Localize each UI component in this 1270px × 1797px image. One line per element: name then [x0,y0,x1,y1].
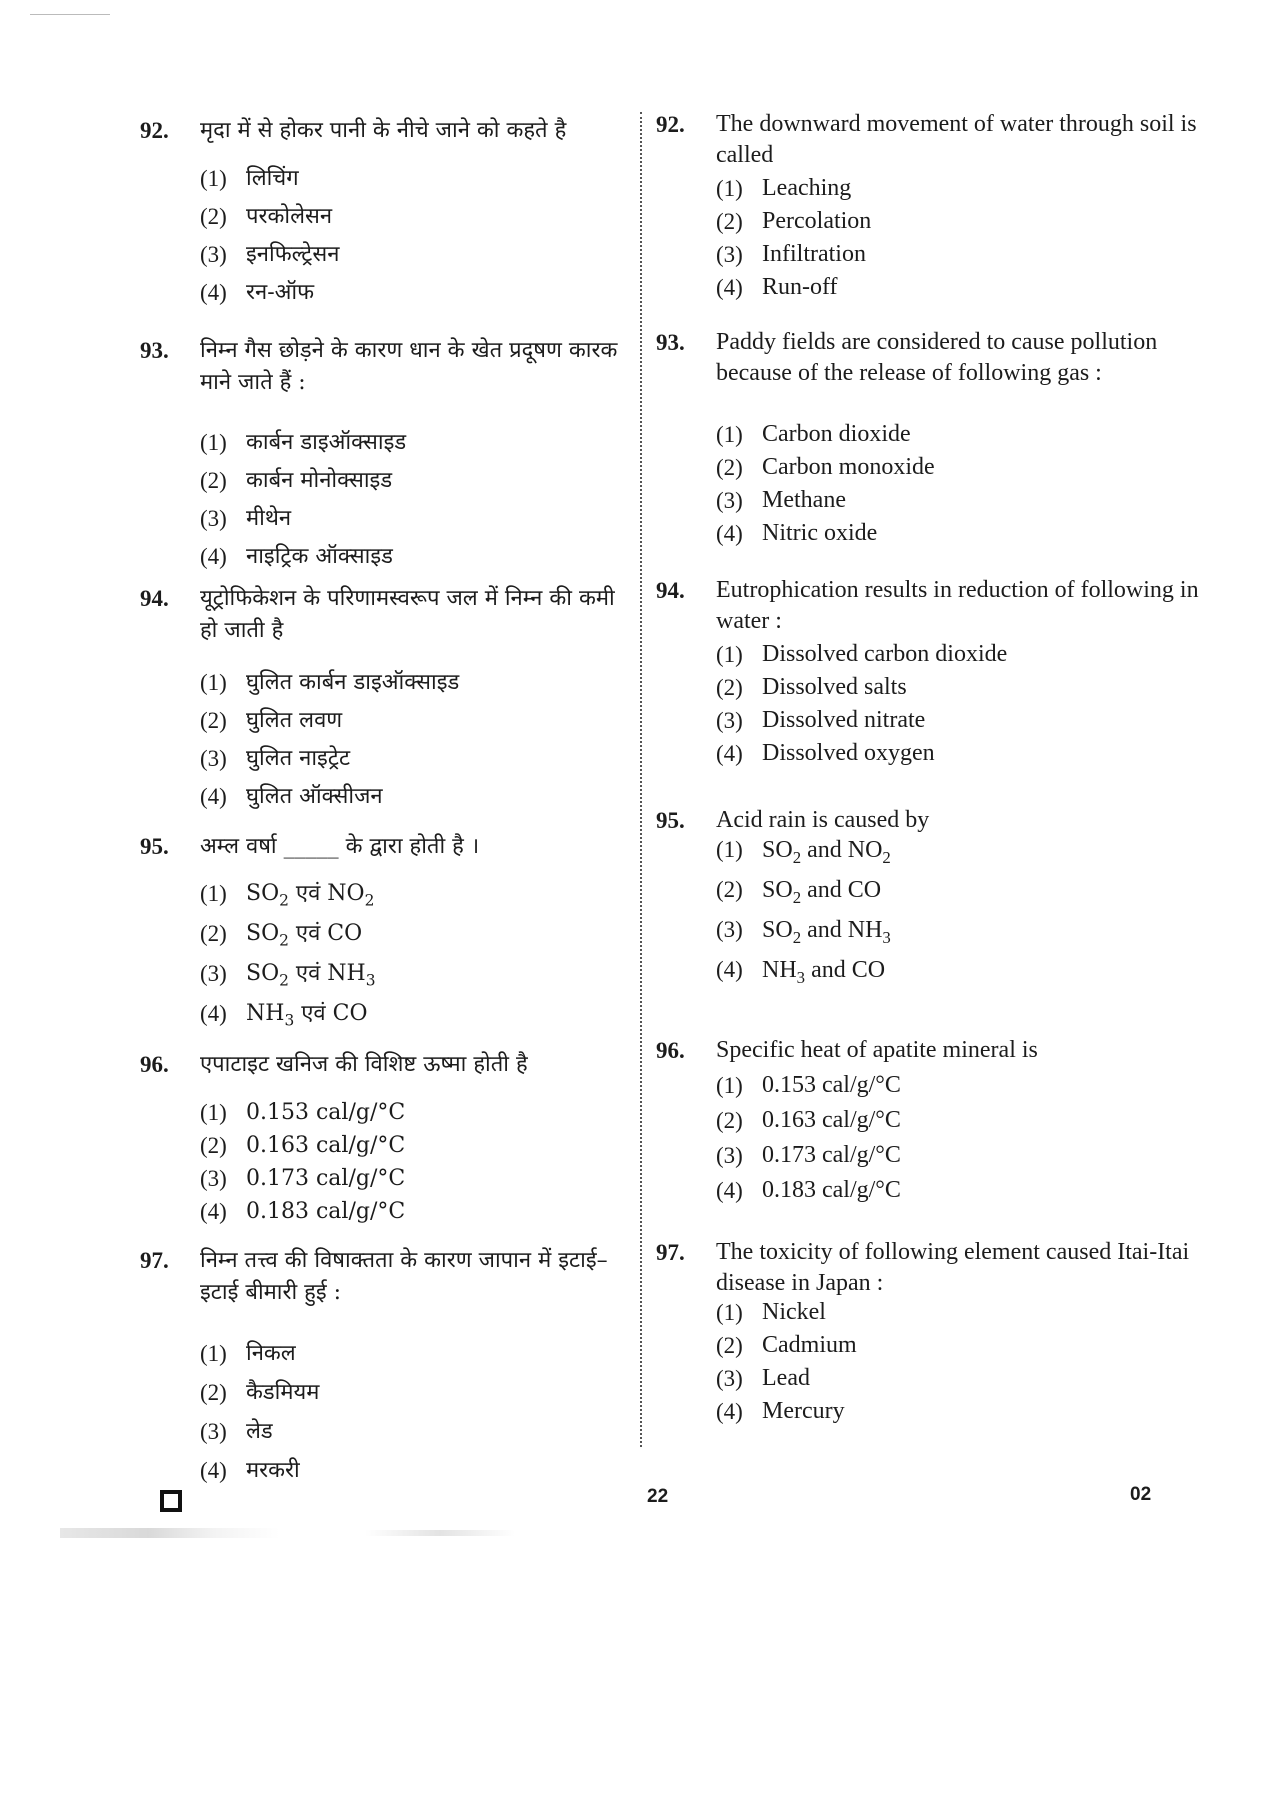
answer-option [716,910,891,950]
option-text: कैडमियम [246,1380,320,1405]
option-text-part: एवं NO [288,881,365,906]
option-text [246,914,362,954]
option-list [716,172,871,304]
column-divider [640,112,642,1447]
answer-option [716,1296,857,1329]
option-number: (3) [716,1366,743,1391]
answer-option [200,462,406,500]
question-number: 94. [140,586,169,611]
option-subscript: 2 [792,887,802,907]
option-subscript: 3 [365,971,376,990]
answer-option [716,1138,901,1173]
answer-option [716,1103,901,1138]
option-text-part: SO [762,917,793,943]
answer-option [200,1129,405,1162]
option-number: (3) [716,242,743,267]
option-list [716,1296,857,1428]
answer-option [200,1373,319,1412]
question-text: Specific heat of apatite mineral is [716,1037,1038,1063]
option-text-part: and CO [805,957,886,983]
option-subscript: 2 [792,927,802,947]
option-number: (4) [716,275,743,300]
option-text: घुलित ऑक्सीजन [246,784,383,809]
option-text [762,950,885,990]
option-text: 0.173 cal/g/°C [762,1142,901,1168]
answer-option [716,271,871,304]
option-text [762,830,891,870]
option-number: (1) [200,670,227,695]
question-text: यूट्रोफिकेशन के परिणामस्वरूप जल में निम्न की कमी हो जाती है [200,586,615,643]
option-number: (4) [200,1001,227,1026]
option-text: 0.183 cal/g/°C [246,1199,406,1224]
answer-option [716,737,1007,770]
option-number: (1) [200,1100,227,1125]
option-text [246,954,376,994]
option-text: घुलित कार्बन डाइऑक्साइड [246,670,460,695]
answer-option [200,664,459,702]
option-text-part: एवं CO [288,921,363,946]
option-number: (2) [200,708,227,733]
option-number: (2) [716,1333,743,1358]
option-number: (1) [716,1300,743,1325]
option-text-part: NH [762,957,797,983]
option-number: (1) [200,430,227,455]
answer-option [716,172,871,205]
option-number: (3) [200,1166,227,1191]
answer-option [200,778,459,816]
question-number: 92. [656,112,685,137]
answer-option [716,830,891,870]
option-number: (1) [716,422,743,447]
option-text: Run-off [762,274,838,300]
answer-option [200,1334,319,1373]
option-number: (2) [200,1380,227,1405]
option-list [716,830,891,990]
question-number: 93. [656,330,685,355]
question-number: 97. [656,1240,685,1265]
option-text: Dissolved nitrate [762,707,926,733]
answer-option [200,274,339,312]
option-number: (4) [200,544,227,569]
option-subscript: 3 [796,967,806,987]
answer-option [716,870,891,910]
option-number: (2) [716,209,743,234]
option-number: (1) [200,166,227,191]
answer-option [716,1173,901,1208]
answer-option [200,954,376,994]
answer-option [716,1068,901,1103]
question-text: The toxicity of following element caused Itai-Itai disease in Japan : [716,1239,1190,1296]
answer-option [716,704,1007,737]
answer-option [716,451,935,484]
option-subscript: 2 [882,847,891,867]
scan-artifact [365,1530,515,1536]
question-number: 96. [656,1038,685,1063]
option-list [716,638,1007,770]
answer-option [200,198,339,236]
option-number: (3) [200,506,227,531]
question-number: 93. [140,338,169,363]
answer-option [200,874,376,914]
option-number: (4) [200,280,227,305]
option-text-part: SO [762,877,793,903]
option-number: (4) [200,1458,227,1483]
option-text-part: SO [762,837,793,863]
question-text: निम्न तत्त्व की विषाक्तता के कारण जापान में इटाई–इटाई बीमारी हुई : [200,1248,608,1305]
option-list [200,424,406,576]
answer-option [200,1096,405,1129]
answer-option [200,236,339,274]
answer-option [716,1362,857,1395]
answer-option [200,1451,319,1490]
option-text: लेड [246,1419,273,1444]
question-number: 96. [140,1052,169,1077]
option-number: (2) [716,1108,743,1133]
option-text [246,874,374,914]
option-text: Nickel [762,1299,826,1325]
option-number: (4) [716,741,743,766]
question-number: 97. [140,1248,169,1273]
option-text: Mercury [762,1398,845,1424]
option-list [200,160,339,312]
option-text: घुलित लवण [246,708,343,733]
option-number: (3) [716,488,743,513]
option-subscript: 2 [792,847,802,867]
answer-option [716,1395,857,1428]
option-text: Cadmium [762,1332,857,1358]
option-text-part: NH [246,1001,285,1026]
option-subscript: 3 [284,1011,295,1030]
answer-option [200,538,406,576]
option-text: कार्बन डाइऑक्साइड [246,430,407,455]
question-text: The downward movement of water through soil is called [716,111,1197,168]
option-list [200,1096,405,1228]
option-text: Dissolved carbon dioxide [762,641,1008,667]
option-number: (3) [716,1143,743,1168]
footer-square-mark [160,1490,182,1512]
question-number: 92. [140,118,169,143]
option-number: (4) [716,957,743,982]
option-text: रन-ऑफ [246,280,315,305]
option-number: (3) [200,746,227,771]
option-text: Percolation [762,208,872,234]
option-number: (4) [200,784,227,809]
option-number: (2) [200,921,227,946]
question-text: Acid rain is caused by [716,807,930,833]
option-text-part: and NO [801,837,883,863]
option-number: (2) [716,877,743,902]
answer-option [200,1195,405,1228]
option-subscript: 2 [279,891,289,910]
question-text: एपाटाइट खनिज की विशिष्ट ऊष्मा होती है [200,1052,528,1077]
option-number: (2) [200,1133,227,1158]
page-number: 22 [647,1486,669,1507]
answer-option [716,418,935,451]
option-number: (2) [200,204,227,229]
option-subscript: 3 [882,927,891,947]
option-text-part: एवं CO [294,1001,368,1026]
option-text: 0.153 cal/g/°C [246,1100,406,1125]
option-text [762,910,891,950]
option-subscript: 2 [279,971,289,990]
option-number: (1) [716,642,743,667]
answer-option [716,484,935,517]
option-number: (1) [200,881,227,906]
option-number: (2) [716,455,743,480]
option-list [200,874,376,1034]
option-text: Dissolved oxygen [762,740,935,766]
answer-option [200,914,376,954]
option-text: नाइट्रिक ऑक्साइड [246,544,393,569]
option-number: (4) [716,1178,743,1203]
option-number: (3) [200,1419,227,1444]
scan-artifact [60,1528,280,1538]
answer-option [200,1162,405,1195]
option-text: 0.163 cal/g/°C [762,1107,901,1133]
option-number: (3) [716,917,743,942]
answer-option [716,950,891,990]
option-text: कार्बन मोनोक्साइड [246,468,393,493]
answer-option [200,1412,319,1451]
option-text: मीथेन [246,506,292,531]
option-list [716,1068,901,1208]
option-text: इनफिल्ट्रेसन [246,242,340,267]
option-number: (2) [716,675,743,700]
option-number: (3) [200,242,227,267]
option-list [200,664,459,816]
option-text: Infiltration [762,241,866,267]
option-text-part: and CO [801,877,882,903]
answer-option [200,994,376,1034]
option-list [716,418,935,550]
option-number: (1) [200,1341,227,1366]
option-text: 0.163 cal/g/°C [246,1133,406,1158]
option-number: (3) [200,961,227,986]
question-number: 95. [656,808,685,833]
option-list [200,1334,319,1490]
answer-option [200,424,406,462]
answer-option [716,671,1007,704]
question-text: अम्ल वर्षा _____ के द्वारा होती है । [200,834,480,859]
answer-option [200,500,406,538]
option-text-part: एवं NH [288,961,366,986]
option-text-part: SO [246,921,280,946]
option-text: Carbon monoxide [762,454,935,480]
option-text: परकोलेसन [246,204,333,229]
option-number: (1) [716,1073,743,1098]
question-number: 94. [656,578,685,603]
option-number: (1) [716,176,743,201]
option-text: Nitric oxide [762,520,878,546]
booklet-code: 02 [1130,1484,1152,1505]
option-text-part: SO [246,961,280,986]
answer-option [716,638,1007,671]
question-text: निम्न गैस छोड़ने के कारण धान के खेत प्रदूषण कारक माने जाते हैं : [200,338,618,395]
option-text: Methane [762,487,846,513]
option-text-part: and NH [801,917,883,943]
option-text: 0.183 cal/g/°C [762,1177,901,1203]
answer-option [716,517,935,550]
question-text: Eutrophication results in reduction of following in water : [716,577,1199,634]
answer-option [716,205,871,238]
question-number: 95. [140,834,169,859]
option-text: Dissolved salts [762,674,907,700]
option-text: 0.173 cal/g/°C [246,1166,406,1191]
option-text: मरकरी [246,1458,300,1483]
option-text: Leaching [762,175,852,201]
option-text: लिचिंग [246,166,299,191]
answer-option [716,1329,857,1362]
option-number: (4) [200,1199,227,1224]
option-text: Lead [762,1365,810,1391]
option-text: 0.153 cal/g/°C [762,1072,901,1098]
option-subscript: 2 [364,891,375,910]
option-number: (4) [716,1399,743,1424]
option-text [762,870,881,910]
option-number: (2) [200,468,227,493]
option-text: Carbon dioxide [762,421,911,447]
option-number: (4) [716,521,743,546]
answer-option [200,160,339,198]
scan-top-line [30,14,110,15]
option-subscript: 2 [279,931,289,950]
option-text: निकल [246,1341,296,1366]
question-text: Paddy fields are considered to cause pollution because of the release of following gas : [716,329,1158,386]
option-number: (1) [716,837,743,862]
answer-option [716,238,871,271]
option-text: घुलित नाइट्रेट [246,746,351,771]
answer-option [200,740,459,778]
question-text: मृदा में से होकर पानी के नीचे जाने को कहते है [200,118,567,143]
option-text [246,994,368,1034]
option-text-part: SO [246,881,280,906]
option-number: (3) [716,708,743,733]
answer-option [200,702,459,740]
